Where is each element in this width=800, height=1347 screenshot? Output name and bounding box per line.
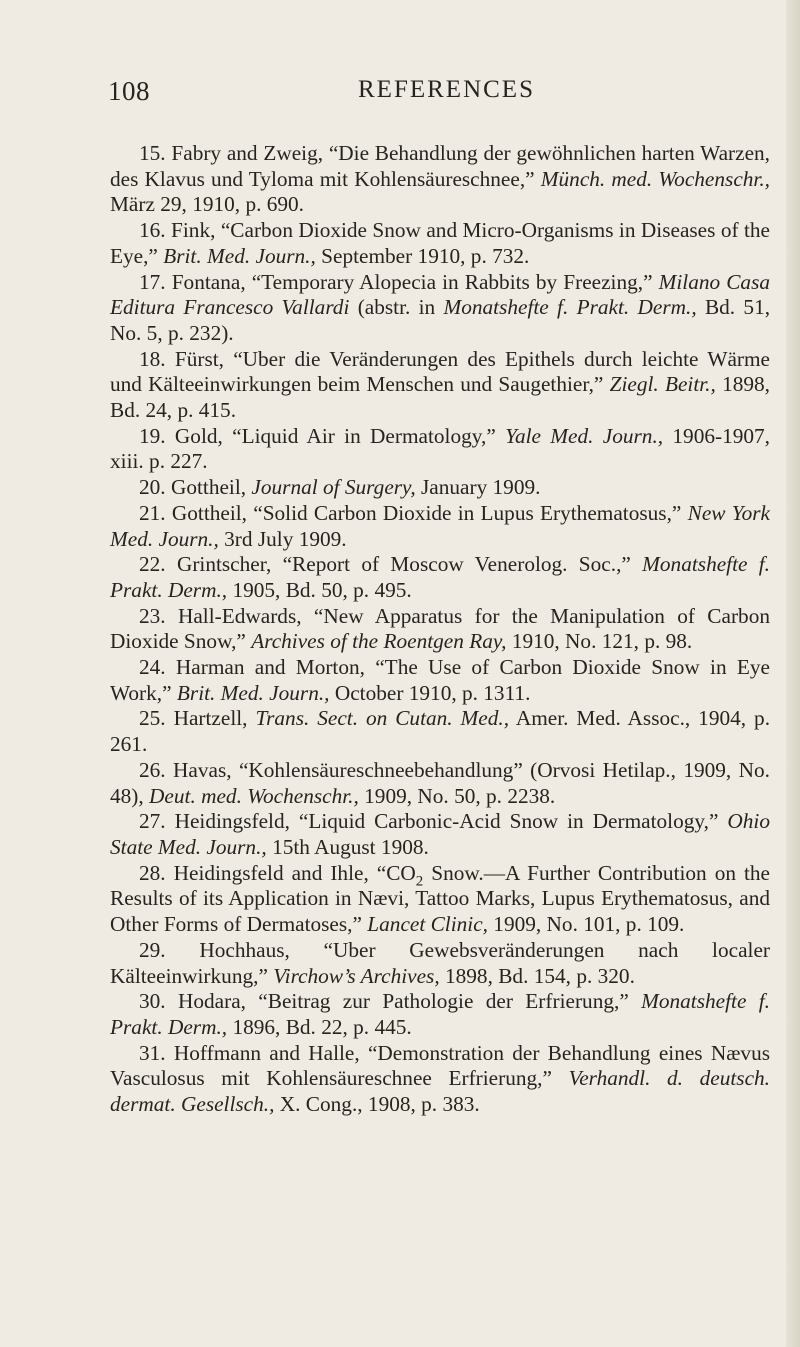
reference-29: 29. Hochhaus, “Uber Gewebsveränderungen nach localer Kälteeinwirkung,” Virchow’s Archives, 1898, Bd. 154, p. 320. [110,937,770,988]
reference-18: 18. Fürst, “Uber die Veränderungen des Epithels durch leichte Wärme und Kälteeinwirkungen beim Menschen und Saugethier,” Ziegl. Beitr., 1898, Bd. 24, p. 415. [110,346,771,423]
reference-27: 27. Heidingsfeld, “Liquid Carbonic-Acid Snow in Dermatology,” Ohio State Med. Journ., 15th August 1908. [110,809,770,859]
reference-24: 24. Harman and Morton, “The Use of Carbon Dioxide Snow in Eye Work,” Brit. Med. Journ., October 1910, p. 1311. [110,655,770,705]
reference-22: 22. Grintscher, “Report of Moscow Venerolog. Soc.,” Monatshefte f. Prakt. Derm., 1905, Bd. 50, p. 495. [110,552,770,602]
reference-15: 15. Fabry and Zweig, “Die Behandlung der gewöhnlichen harten Warzen, des Klavus und Tyloma mit Kohlensäureschnee,” Münch. med. Wochenschr., März 29, 1910, p. 690. [110,141,771,217]
reference-20: 20. Gottheil, Journal of Surgery, January 1909. [139,475,541,500]
reference-list [110,141,770,1118]
reference-25: 25. Hartzell, Trans. Sect. on Cutan. Med., Amer. Med. Assoc., 1904, p. 261. [110,706,771,757]
reference-21: 21. Gottheil, “Solid Carbon Dioxide in Lupus Erythematosus,” New York Med. Journ., 3rd July 1909. [110,500,770,551]
page-header [0,76,800,116]
page-edge-shadow [786,0,800,1347]
reference-17: 17. Fontana, “Temporary Alopecia in Rabbits by Freezing,” Milano Casa Editura Francesco Vallardi (abstr. in Monatshefte f. Prakt. Derm., Bd. 51, No. 5, p. 232). [110,269,771,345]
reference-16: 16. Fink, “Carbon Dioxide Snow and Micro-Organisms in Diseases of the Eye,” Brit. Med. Journ., September 1910, p. 732. [110,218,770,268]
reference-30: 30. Hodara, “Beitrag zur Pathologie der Erfrierung,” Monatshefte f. Prakt. Derm., 1896, Bd. 22, p. 445. [110,989,770,1039]
reference-28: 28. Heidingsfeld and Ihle, “$CO_2$ Snow.—A Further Contribution on the Results of its Application in Nævi, Tattoo Marks, Lupus Erythematosus, and Other Forms of Dermatoses,” Lancet Clinic, 1909, No. 101, p. 109. [110,860,770,937]
reference-19: 19. Gold, “Liquid Air in Dermatology,” Yale Med. Journ., 1906-1907, xiii. p. 227. [110,423,770,474]
running-head: REFERENCES [358,76,535,103]
reference-31: 31. Hoffmann and Halle, “Demonstration der Behandlung eines Nævus Vasculosus mit Kohlensäureschnee Erfrierung,” Verhandl. d. deutsch. dermat. Gesellsch., X. Cong., 1908, p. 383. [110,1040,771,1117]
reference-23: 23. Hall-Edwards, “New Apparatus for the Manipulation of Carbon Dioxide Snow,” Archives of the Roentgen Ray, 1910, No. 121, p. 98. [110,603,770,654]
page-number: 108 [108,76,150,106]
reference-26: 26. Havas, “Kohlensäureschneebehandlung” (Orvosi Hetilap., 1909, No. 48), Deut. med. Wochenschr., 1909, No. 50, p. 2238. [110,757,770,808]
